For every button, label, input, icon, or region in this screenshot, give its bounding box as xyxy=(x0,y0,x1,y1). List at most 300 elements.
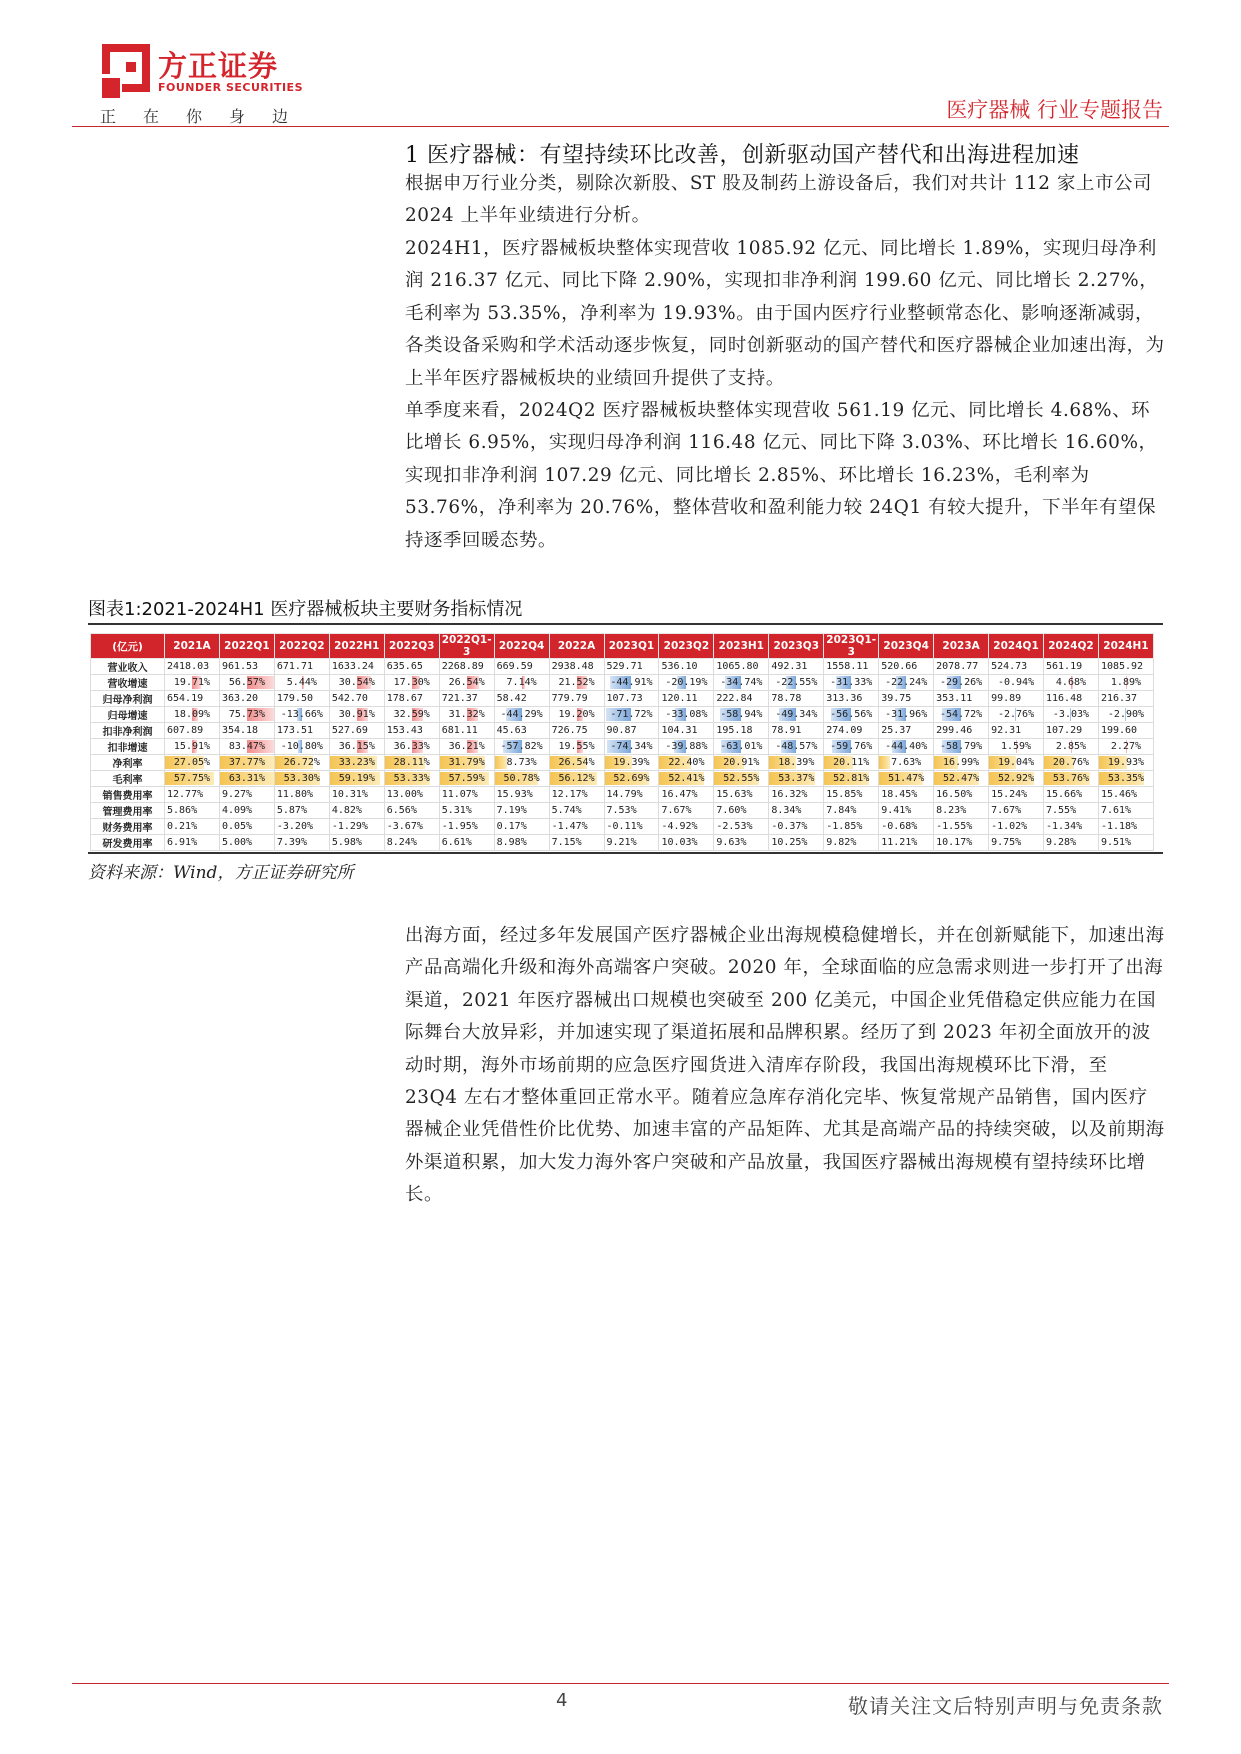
table-cell xyxy=(824,787,879,803)
cell-value: 56.57% xyxy=(228,677,265,688)
table-row xyxy=(91,803,1154,819)
table-cell xyxy=(1044,675,1099,691)
table-cell xyxy=(1098,835,1153,851)
table-cell xyxy=(219,675,274,691)
table-cell xyxy=(769,787,824,803)
table-cell xyxy=(604,707,659,723)
table-cell xyxy=(165,675,220,691)
cell-value: 4.09% xyxy=(221,805,253,816)
table-cell xyxy=(274,675,329,691)
table-cell xyxy=(824,803,879,819)
column-header: 2021A xyxy=(165,634,220,659)
cell-value: -56.56% xyxy=(830,709,873,720)
cell-value: -3.67% xyxy=(386,821,423,832)
cell-value: 52.69% xyxy=(613,773,650,784)
table-cell xyxy=(384,707,439,723)
cell-value: 527.69 xyxy=(331,725,368,736)
cell-value: 11.80% xyxy=(276,789,313,800)
table-cell xyxy=(659,707,714,723)
cell-value: 5.00% xyxy=(221,837,253,848)
cell-value: 53.76% xyxy=(1052,773,1090,784)
column-header: 2022H1 xyxy=(329,634,384,659)
table-cell xyxy=(714,659,769,675)
table-cell xyxy=(549,819,604,835)
table-cell xyxy=(934,691,989,707)
table-cell xyxy=(879,835,934,851)
table-cell xyxy=(329,707,384,723)
cell-value: -1.55% xyxy=(936,821,973,832)
cell-value: -1.29% xyxy=(331,821,368,832)
cell-value: 15.63% xyxy=(716,789,753,800)
report-type: 医疗器械 行业专题报告 xyxy=(946,98,1163,122)
table-cell xyxy=(604,723,659,739)
cell-value: 173.51 xyxy=(276,725,313,736)
cell-value: 16.47% xyxy=(661,789,698,800)
table-cell xyxy=(384,755,439,771)
table-cell xyxy=(439,787,494,803)
cell-value: 53.35% xyxy=(1107,773,1145,784)
cell-value: 58.42 xyxy=(496,693,527,704)
cell-value: 7.61% xyxy=(1100,805,1132,816)
table-cell xyxy=(1044,835,1099,851)
figure-top-rule xyxy=(88,623,1163,625)
cell-value: 8.23% xyxy=(936,805,967,816)
table-cell xyxy=(879,739,934,755)
table-cell xyxy=(219,835,274,851)
table-cell xyxy=(879,723,934,739)
cell-value: -44.91% xyxy=(610,677,653,688)
table-cell xyxy=(439,723,494,739)
row-label: 归母增速 xyxy=(91,707,165,723)
table-cell xyxy=(989,787,1044,803)
cell-value: 10.17% xyxy=(936,837,973,848)
cell-value: 5.74% xyxy=(551,805,582,816)
cell-value: 721.37 xyxy=(441,693,478,704)
table-cell xyxy=(824,691,879,707)
cell-value: -2.53% xyxy=(716,821,753,832)
table-cell xyxy=(165,803,220,819)
cell-value: 354.18 xyxy=(221,725,259,736)
cell-value: 6.91% xyxy=(167,837,198,848)
cell-value: 0.05% xyxy=(221,821,253,832)
section-title: 1 医疗器械：有望持续环比改善，创新驱动国产替代和出海进程加速 xyxy=(405,143,1080,168)
cell-value: 20.11% xyxy=(833,757,870,768)
table-cell xyxy=(714,707,769,723)
table-cell xyxy=(219,787,274,803)
column-header: 2023Q4 xyxy=(879,634,934,659)
cell-value: 52.47% xyxy=(943,773,980,784)
column-header: 2022Q1-3 xyxy=(439,634,494,659)
cell-value: 7.60% xyxy=(716,805,747,816)
cell-value: 1558.11 xyxy=(826,661,869,672)
table-cell xyxy=(934,675,989,691)
table-cell xyxy=(769,691,824,707)
table-cell xyxy=(165,707,220,723)
cell-value: 353.11 xyxy=(936,693,973,704)
cell-value: 15.85% xyxy=(826,789,863,800)
cell-value: 779.79 xyxy=(551,693,588,704)
cell-value: 14.79% xyxy=(606,789,643,800)
cell-value: 7.84% xyxy=(826,805,857,816)
table-cell xyxy=(329,675,384,691)
table-cell xyxy=(494,835,549,851)
cell-value: -57.82% xyxy=(500,741,543,752)
cell-value: 104.31 xyxy=(661,725,698,736)
table-cell xyxy=(165,771,220,787)
cell-value: 33.23% xyxy=(338,757,375,768)
table-cell xyxy=(165,723,220,739)
row-label: 营收增速 xyxy=(91,675,165,691)
table-cell xyxy=(604,739,659,755)
table-cell xyxy=(714,691,769,707)
table-cell xyxy=(494,675,549,691)
cell-value: -1.47% xyxy=(551,821,588,832)
cell-value: 32.59% xyxy=(393,709,430,720)
cell-value: 222.84 xyxy=(716,693,753,704)
paragraph-overseas: 出海方面，经过多年发展国产医疗器械企业出海规模稳健增长，并在创新赋能下，加速出海产品高端化升级和海外高端客户突破。2020 年，全球面临的应急需求则进一步打开了出海渠道，2021 年医疗器械出口规模也突破至 200 亿美元，中国企业凭借稳定供应能力在国际舞台大放异彩，并加速实现了渠道拓展和品牌积累。经历了到 2023 年初全面放开的波动时期，海外市场前期的应急医疗囤货进入清库存阶段，我国出海规模环比下滑，至 23Q4 左右才整体重回正常水平。随着应急库存消化完毕、恢复常规产品销售，国内医疗器械企业凭借性价比优势、加速丰富的产品矩阵、尤其是高端产品的持续突破，以及前期海外渠道积累，加大发力海外客户突破和产品放量，我国医疗器械出海规模有望持续环比增长。 xyxy=(405,925,1165,1206)
table-cell xyxy=(824,739,879,755)
paragraph-intro: 根据申万行业分类，剔除次新股、ST 股及制药上游设备后，我们对共计 112 家上市公司 2024 上半年业绩进行分析。 xyxy=(405,173,1152,227)
footer-divider xyxy=(72,1683,1169,1684)
cell-value: -54.72% xyxy=(940,709,983,720)
table-cell xyxy=(384,819,439,835)
table-row xyxy=(91,659,1154,675)
table-cell xyxy=(219,819,274,835)
cell-value: 4.82% xyxy=(331,805,362,816)
cell-value: 10.31% xyxy=(331,789,368,800)
table-cell xyxy=(329,755,384,771)
table-cell xyxy=(439,835,494,851)
table-cell xyxy=(384,739,439,755)
table-cell xyxy=(824,755,879,771)
cell-value: 299.46 xyxy=(936,725,973,736)
table-cell xyxy=(494,707,549,723)
slogan: 正在你身边 xyxy=(100,107,316,126)
cell-value: -10.80% xyxy=(280,741,323,752)
table-cell xyxy=(274,723,329,739)
cell-value: -13.66% xyxy=(280,709,323,720)
cell-value: 6.61% xyxy=(441,837,472,848)
table-cell xyxy=(329,787,384,803)
table-cell xyxy=(549,723,604,739)
brand-name-cn: 方正证券 xyxy=(158,49,279,83)
cell-value: -29.26% xyxy=(940,677,983,688)
table-row xyxy=(91,675,1154,691)
table-cell xyxy=(329,771,384,787)
table-cell xyxy=(165,755,220,771)
table-cell xyxy=(1044,771,1099,787)
table-cell xyxy=(384,835,439,851)
cell-value: 0.21% xyxy=(167,821,198,832)
table-cell xyxy=(384,803,439,819)
table-cell xyxy=(494,691,549,707)
cell-value: 5.86% xyxy=(167,805,198,816)
cell-value: 90.87 xyxy=(606,725,637,736)
table-cell xyxy=(989,707,1044,723)
cell-value: 9.51% xyxy=(1100,837,1132,848)
cell-value: 20.91% xyxy=(723,757,760,768)
table-cell xyxy=(1044,787,1099,803)
cell-value: -2.90% xyxy=(1107,709,1145,720)
table-cell xyxy=(549,691,604,707)
cell-value: 39.75 xyxy=(881,693,912,704)
column-header: 2024Q2 xyxy=(1044,634,1099,659)
table-row xyxy=(91,755,1154,771)
cell-value: -63.01% xyxy=(720,741,763,752)
table-cell xyxy=(879,675,934,691)
cell-value: 7.63% xyxy=(891,757,922,768)
table-cell xyxy=(549,771,604,787)
cell-value: 12.77% xyxy=(167,789,204,800)
row-label: 扣非净利润 xyxy=(91,723,165,739)
cell-value: 9.28% xyxy=(1046,837,1077,848)
table-cell xyxy=(219,771,274,787)
table-cell xyxy=(989,723,1044,739)
column-header: 2023A xyxy=(934,634,989,659)
cell-value: -20.19% xyxy=(665,677,708,688)
cell-value: 18.45% xyxy=(881,789,918,800)
cell-value: -44.40% xyxy=(885,741,928,752)
table-corner-unit: (亿元) xyxy=(91,634,165,659)
cell-value: 52.81% xyxy=(833,773,870,784)
cell-value: 75.73% xyxy=(228,709,265,720)
table-cell xyxy=(824,771,879,787)
table-row xyxy=(91,739,1154,755)
cell-value: 19.93% xyxy=(1107,757,1145,768)
cell-value: 2.27% xyxy=(1110,741,1142,752)
table-row xyxy=(91,819,1154,835)
table-cell xyxy=(439,675,494,691)
cell-value: 78.78 xyxy=(771,693,802,704)
table-cell xyxy=(274,755,329,771)
table-cell xyxy=(714,739,769,755)
cell-value: -2.76% xyxy=(997,709,1035,720)
table-header-row xyxy=(91,634,1154,659)
cell-value: 18.09% xyxy=(173,709,211,720)
table-cell xyxy=(549,739,604,755)
cell-value: 216.37 xyxy=(1100,693,1138,704)
cell-value: 8.34% xyxy=(771,805,802,816)
table-cell xyxy=(604,835,659,851)
table-cell xyxy=(274,707,329,723)
table-cell xyxy=(494,787,549,803)
table-cell xyxy=(659,723,714,739)
row-label: 财务费用率 xyxy=(91,819,165,835)
table-cell xyxy=(549,707,604,723)
cell-value: -59.76% xyxy=(830,741,873,752)
table-cell xyxy=(494,659,549,675)
cell-value: 83.47% xyxy=(228,741,265,752)
brand-name-en: FOUNDER SECURITIES xyxy=(158,81,303,94)
table-cell xyxy=(989,835,1044,851)
table-cell xyxy=(1098,819,1153,835)
table-cell xyxy=(989,739,1044,755)
cell-value: 16.50% xyxy=(936,789,973,800)
table-cell xyxy=(604,691,659,707)
table-cell xyxy=(934,835,989,851)
cell-value: 542.70 xyxy=(331,693,368,704)
table-cell xyxy=(934,771,989,787)
table-cell xyxy=(989,691,1044,707)
table-cell xyxy=(989,755,1044,771)
table-cell xyxy=(439,803,494,819)
cell-value: 12.17% xyxy=(551,789,588,800)
table-cell xyxy=(604,771,659,787)
cell-value: -0.94% xyxy=(997,677,1035,688)
cell-value: 9.82% xyxy=(826,837,857,848)
cell-value: 15.91% xyxy=(173,741,211,752)
cell-value: 36.21% xyxy=(448,741,485,752)
cell-value: 520.66 xyxy=(881,661,918,672)
cell-value: 19.20% xyxy=(558,709,595,720)
cell-value: 1065.80 xyxy=(716,661,759,672)
cell-value: -0.11% xyxy=(606,821,643,832)
table-cell xyxy=(714,723,769,739)
table-cell xyxy=(274,787,329,803)
cell-value: 107.29 xyxy=(1046,725,1083,736)
table-cell xyxy=(769,835,824,851)
cell-value: 53.37% xyxy=(778,773,815,784)
cell-value: 26.72% xyxy=(283,757,320,768)
cell-value: 1633.24 xyxy=(331,661,374,672)
table-cell xyxy=(329,691,384,707)
figure-bottom-rule xyxy=(88,852,1163,854)
table-cell xyxy=(989,675,1044,691)
cell-value: 78.91 xyxy=(771,725,802,736)
table-cell xyxy=(769,675,824,691)
table-cell xyxy=(1098,755,1153,771)
cell-value: 31.32% xyxy=(448,709,485,720)
cell-value: 607.89 xyxy=(167,725,204,736)
cell-value: 7.14% xyxy=(506,677,537,688)
cell-value: 492.31 xyxy=(771,661,808,672)
cell-value: 524.73 xyxy=(991,661,1028,672)
table-cell xyxy=(329,723,384,739)
table-cell xyxy=(494,803,549,819)
row-label: 管理费用率 xyxy=(91,803,165,819)
cell-value: 9.27% xyxy=(221,789,253,800)
table-cell xyxy=(879,819,934,835)
table-cell xyxy=(879,659,934,675)
table-cell xyxy=(934,755,989,771)
cell-value: 27.05% xyxy=(173,757,211,768)
cell-value: 30.91% xyxy=(338,709,375,720)
cell-value: 53.30% xyxy=(283,773,320,784)
table-cell xyxy=(329,803,384,819)
table-cell xyxy=(1098,707,1153,723)
table-cell xyxy=(1044,707,1099,723)
table-cell xyxy=(549,659,604,675)
table-cell xyxy=(769,771,824,787)
cell-value: 199.60 xyxy=(1100,725,1138,736)
cell-value: -1.02% xyxy=(991,821,1028,832)
table-cell xyxy=(659,659,714,675)
cell-value: 9.41% xyxy=(881,805,912,816)
column-header: 2022Q3 xyxy=(384,634,439,659)
table-cell xyxy=(274,835,329,851)
cell-value: 178.67 xyxy=(386,693,423,704)
cell-value: -3.03% xyxy=(1052,709,1090,720)
table-cell xyxy=(1098,739,1153,755)
cell-value: 26.54% xyxy=(558,757,595,768)
cell-value: -31.96% xyxy=(885,709,928,720)
cell-value: 28.11% xyxy=(393,757,430,768)
table-cell xyxy=(1098,723,1153,739)
table-row xyxy=(91,787,1154,803)
cell-value: 31.79% xyxy=(448,757,485,768)
cell-value: 50.78% xyxy=(503,773,540,784)
column-header: 2023Q1-3 xyxy=(824,634,879,659)
cell-value: 2078.77 xyxy=(936,661,979,672)
column-header: 2024Q1 xyxy=(989,634,1044,659)
cell-value: 561.19 xyxy=(1046,661,1083,672)
table-cell xyxy=(879,787,934,803)
financial-metrics-table xyxy=(90,633,1154,851)
cell-value: -49.34% xyxy=(775,709,818,720)
table-cell xyxy=(494,771,549,787)
cell-value: 363.20 xyxy=(221,693,259,704)
cell-value: 56.12% xyxy=(558,773,595,784)
table-row xyxy=(91,771,1154,787)
table-cell xyxy=(1044,739,1099,755)
table-cell xyxy=(879,707,934,723)
table-cell xyxy=(439,691,494,707)
table-cell xyxy=(604,803,659,819)
disclaimer-link[interactable]: 敬请关注文后特别声明与免责条款 xyxy=(848,1694,1163,1718)
cell-value: -1.18% xyxy=(1100,821,1138,832)
cell-value: 15.66% xyxy=(1046,789,1083,800)
cell-value: 45.63 xyxy=(496,725,527,736)
cell-value: 19.71% xyxy=(173,677,211,688)
table-cell xyxy=(1098,803,1153,819)
table-cell xyxy=(769,803,824,819)
cell-value: 57.59% xyxy=(448,773,485,784)
table-cell xyxy=(769,755,824,771)
cell-value: 153.43 xyxy=(386,725,423,736)
cell-value: 53.33% xyxy=(393,773,430,784)
cell-value: 51.47% xyxy=(888,773,925,784)
table-cell xyxy=(1098,771,1153,787)
row-label: 归母净利润 xyxy=(91,691,165,707)
table-cell xyxy=(934,659,989,675)
table-cell xyxy=(934,723,989,739)
table-cell xyxy=(219,803,274,819)
figure-source: 资料来源：Wind，方正证券研究所 xyxy=(88,863,354,883)
cell-value: 19.55% xyxy=(558,741,595,752)
table-cell xyxy=(879,691,934,707)
table-cell xyxy=(274,771,329,787)
cell-value: 2938.48 xyxy=(551,661,594,672)
cell-value: 99.89 xyxy=(991,693,1022,704)
table-cell xyxy=(824,675,879,691)
table-cell xyxy=(384,771,439,787)
table-cell xyxy=(714,755,769,771)
table-cell xyxy=(274,803,329,819)
cell-value: 4.68% xyxy=(1055,677,1087,688)
cell-value: 21.52% xyxy=(558,677,595,688)
table-cell xyxy=(1098,675,1153,691)
cell-value: 57.75% xyxy=(173,773,211,784)
table-cell xyxy=(329,659,384,675)
table-row xyxy=(91,723,1154,739)
cell-value: -22.55% xyxy=(775,677,818,688)
cell-value: 120.11 xyxy=(661,693,698,704)
cell-value: 52.41% xyxy=(668,773,705,784)
cell-value: -58.79% xyxy=(940,741,983,752)
table-cell xyxy=(384,723,439,739)
table-cell xyxy=(165,691,220,707)
table-cell xyxy=(165,835,220,851)
